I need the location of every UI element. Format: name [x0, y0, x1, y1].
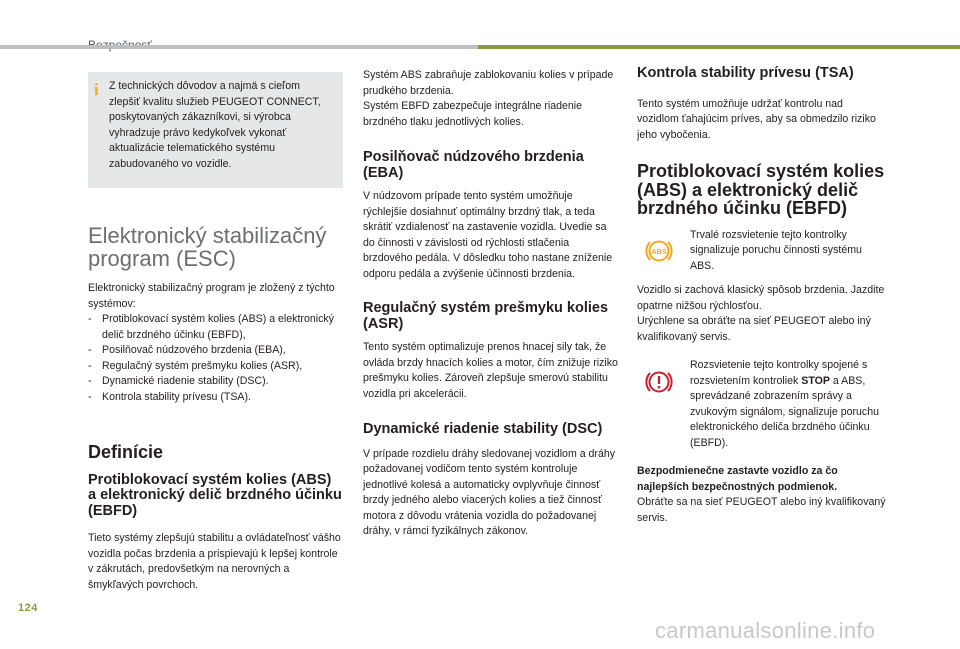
asr-heading: Regulačný systém prešmyku kolies (ASR) — [363, 300, 609, 332]
header-rule-gray — [0, 45, 478, 49]
abs-warning-row — [637, 228, 887, 275]
list-item: - Regulačný systém prešmyku kolies (ASR), — [88, 359, 343, 375]
tsa-heading: Kontrola stability prívesu (TSA) — [637, 65, 854, 81]
abs-warning-icon — [644, 236, 674, 266]
list-item: - Posilňovač núdzového brzdenia (EBA), — [88, 343, 343, 359]
list-item: - Dynamické riadenie stability (DSC). — [88, 374, 343, 390]
stop-label: STOP — [801, 374, 830, 387]
esc-list — [88, 312, 343, 405]
column-middle — [363, 68, 618, 540]
abs-ebfd-big-heading: Protiblokovací systém kolies (ABS) a elektronický delič brzdného účinku (EBFD) — [637, 161, 885, 218]
brake-warning-text: Rozsvietenie tejto kontrolky spojené s rozsvietením kontroliek STOP a ABS, sprevádzané zobrazením správy a zvukovým signálom, signalizuje poruchu elektronického deliča brzdného účinku (EBFD). — [690, 359, 880, 449]
abs-advice-2: Urýchlene sa obráťte na sieť PEUGEOT alebo iný kvalifikovaný servis. — [637, 315, 871, 343]
esc-title: Elektronický stabilizačný program (ESC) — [88, 223, 327, 271]
abs-warning-text: Trvalé rozsvietenie tejto kontrolky signalizuje poruchu činnosti systému ABS. — [690, 228, 862, 272]
list-item: - Kontrola stability prívesu (TSA). — [88, 390, 343, 406]
info-box — [88, 72, 343, 188]
column-right — [637, 66, 887, 526]
dsc-text: V prípade rozdielu dráhy sledovanej vozidlom a dráhy požadovanej vodičom tento systém kontroluje jednotlivé kolesá a automaticky ovplyvňuje činnosť brzdy jedného alebo viacerých kolies a tiež činnosť motora z dôvodu vrátenia vozidla do požadovanej dráhy, v rámci fyzikálnych zákonov. — [363, 447, 616, 537]
abs-text: Systém ABS zabraňuje zablokovaniu kolies v prípade prudkého brzdenia. — [363, 69, 614, 97]
tsa-text: Tento systém umožňuje udržať kontrolu nad vozidlom ťahajúcim príves, aby sa obmedzilo riziko jeho vybočenia. — [637, 97, 876, 141]
watermark: carmanualsonline.info — [655, 618, 876, 643]
info-icon: i — [94, 80, 99, 99]
info-text: Z technických dôvodov a najmä s cieľom zlepšiť kvalitu služieb PEUGEOT CONNECT, poskytovaných zákazníkovi, si výrobca vyhradzuje právo kedykoľvek vykonať aktualizácie telematického systému zabudovaného vo vozidle. — [109, 80, 321, 170]
abs-icon-label: ABS — [651, 246, 667, 256]
list-item: - Protiblokovací systém kolies (ABS) a elektronický delič brzdného účinku (EBFD), — [88, 312, 343, 343]
stop-warning-text: Obráťte sa na sieť PEUGEOT alebo iný kvalifikovaný servis. — [637, 496, 886, 524]
column-left — [88, 72, 343, 593]
definitions-title: Definície — [88, 442, 164, 462]
esc-intro: Elektronický stabilizačný program je zložený z týchto systémov: — [88, 282, 335, 310]
abs-advice-1: Vozidlo si zachová klasický spôsob brzdenia. Jazdite opatrne nižšou rýchlosťou. — [637, 284, 885, 312]
eba-heading: Posilňovač núdzového brzdenia (EBA) — [363, 149, 584, 181]
header-rule-green — [478, 45, 960, 49]
asr-text: Tento systém optimalizuje prenos hnacej sily tak, že ovláda brzdy hnacích kolies a motor, čím znižuje riziko prešmyku kolies. Zároveň zlepšuje smerovú stabilitu vozidla pri akcelerácii. — [363, 341, 618, 400]
page-number: 124 — [18, 602, 38, 614]
ebfd-text: Systém EBFD zabezpečuje integrálne riadenie brzdného tlaku jednotlivých kolies. — [363, 100, 583, 128]
stop-warning-bold: Bezpodmienečne zastavte vozidlo za čo najlepších bezpečnostných podmienok. — [637, 465, 838, 493]
brake-warning-icon — [644, 367, 674, 397]
brake-warning-row — [637, 358, 887, 451]
abs-ebfd-text: Tieto systémy zlepšujú stabilitu a ovládateľnosť vášho vozidla počas brzdenia a prispievajú k lepšej kontrole v zákrutách, predovšetkým na nerovných a šmykľavých povrchoch. — [88, 532, 341, 591]
abs-ebfd-heading: Protiblokovací systém kolies (ABS) a elektronický delič brzdného účinku (EBFD) — [88, 471, 342, 519]
dsc-heading: Dynamické riadenie stability (DSC) — [363, 421, 603, 437]
eba-text: V núdzovom prípade tento systém umožňuje rýchlejšie dosiahnuť optimálny brzdný tlak, a teda skrátiť vzdialenosť na zastavenie vozidla. Uvedie sa do činnosti v závislosti od rýchlosti stlačenia brzdového pedála. V dôsledku toho nastane zníženie odporu pedála a zvýšenie účinnosti brzdenia. — [363, 190, 613, 280]
